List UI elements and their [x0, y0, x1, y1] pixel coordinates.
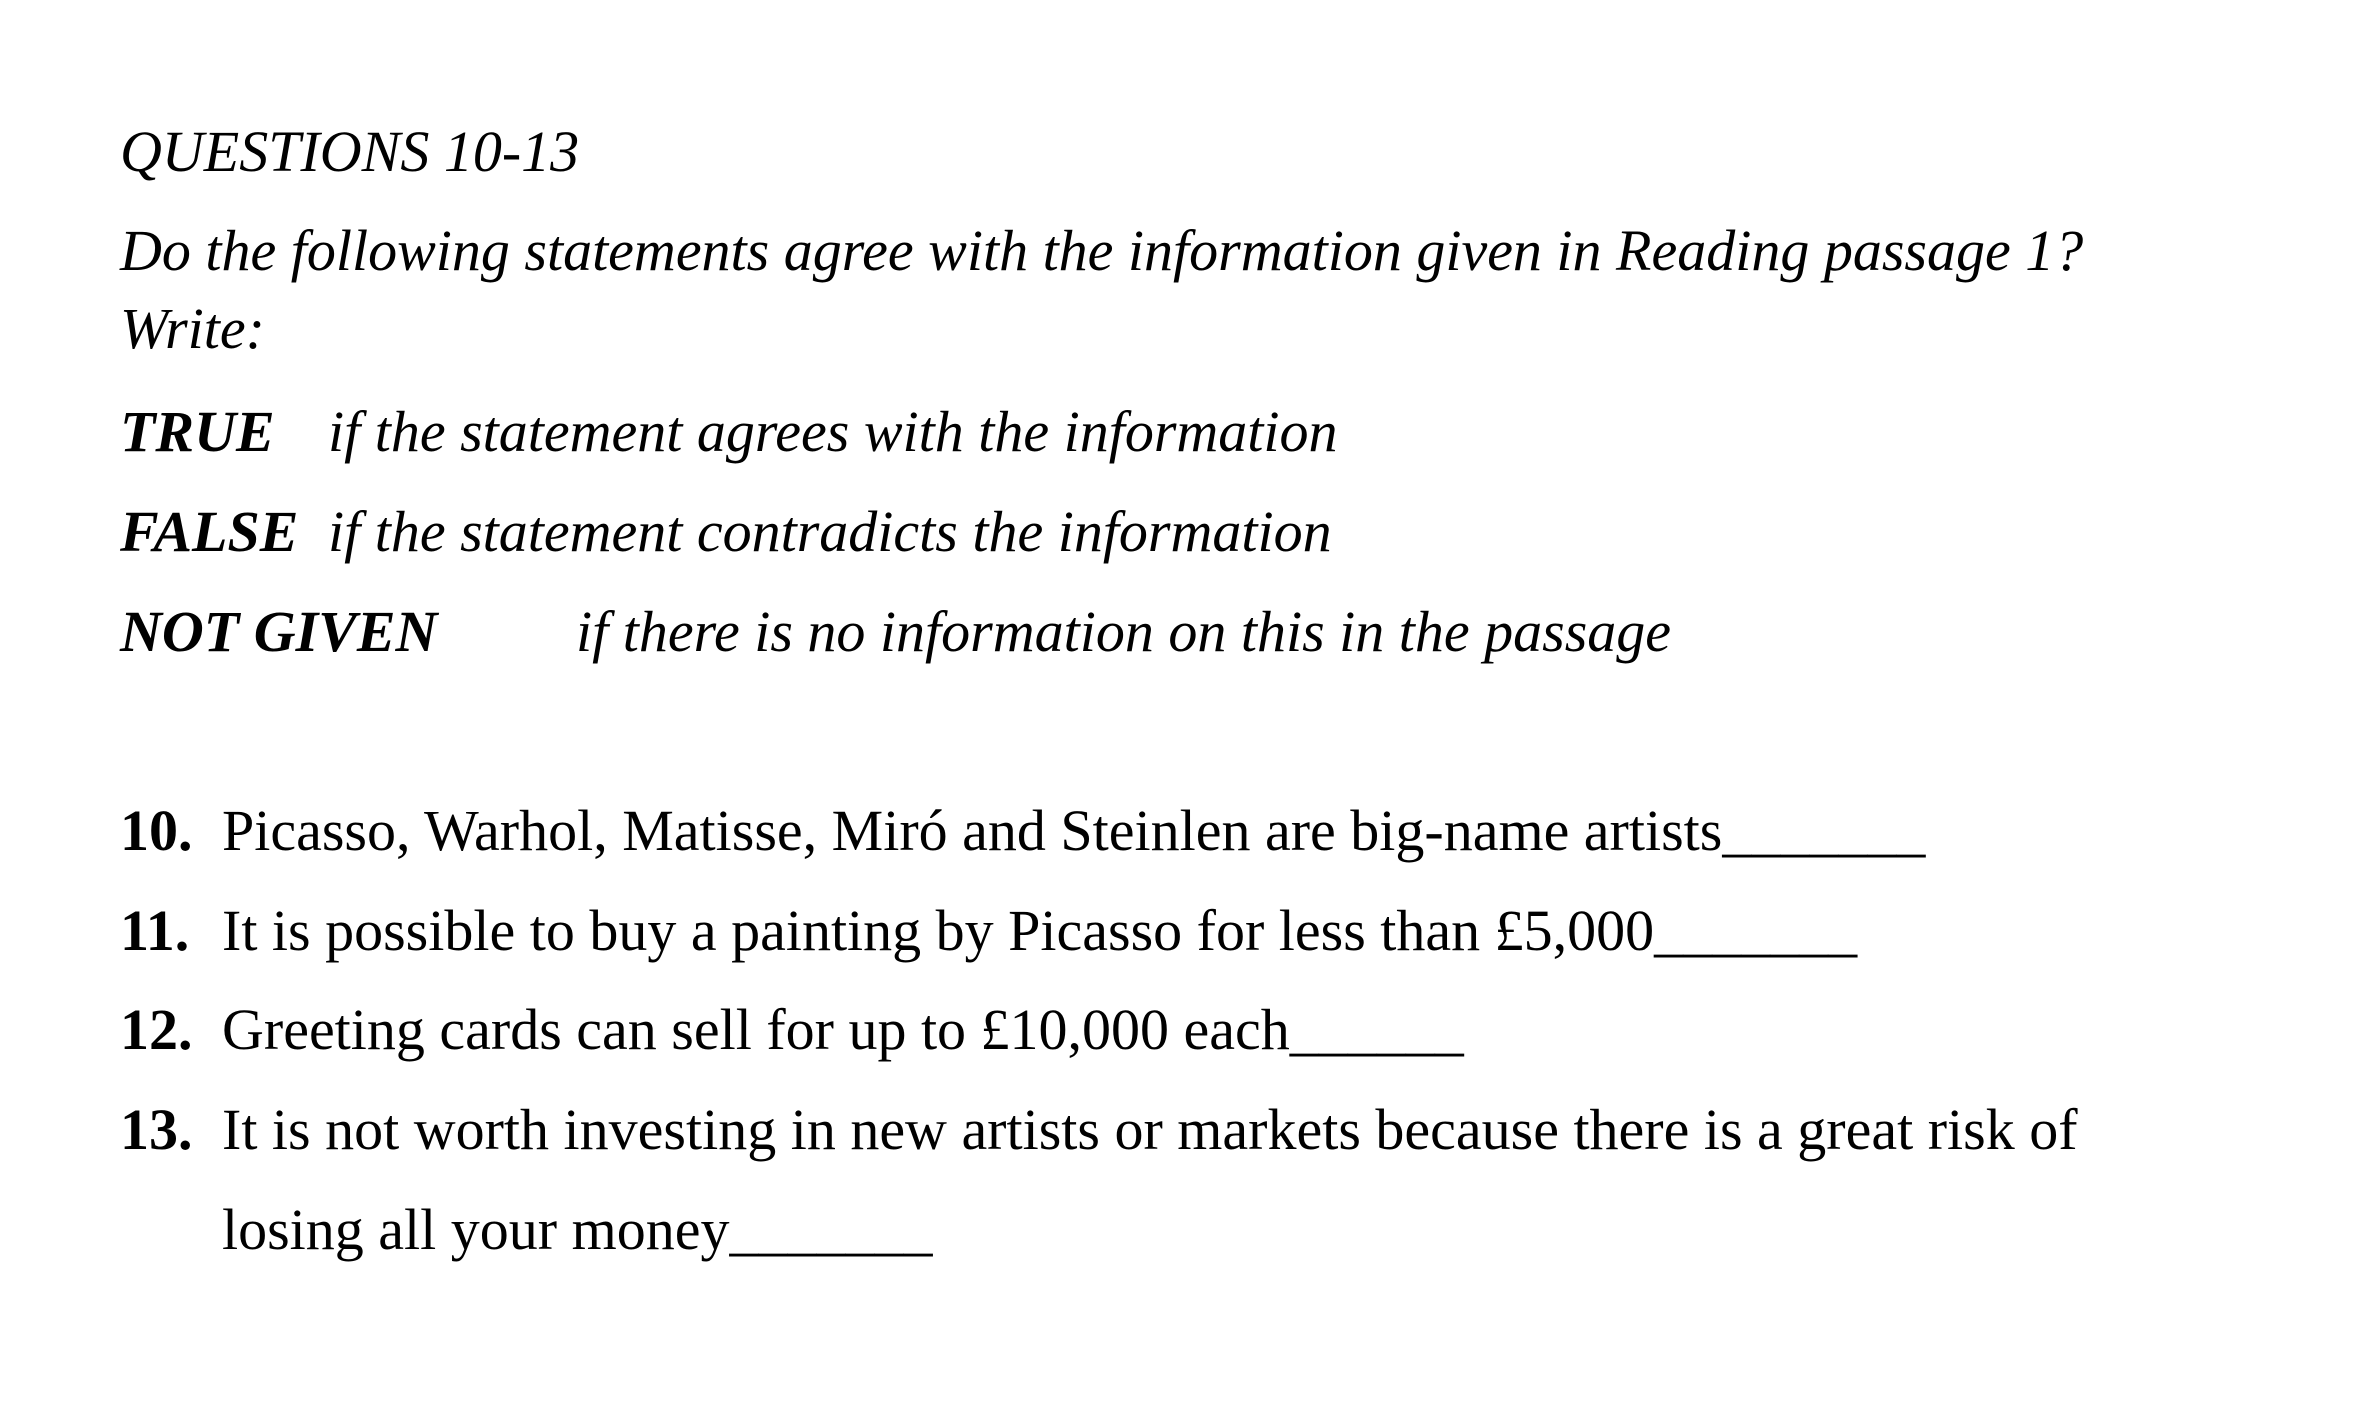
answer-key-term: TRUE: [120, 399, 275, 464]
instruction-line-2: Write:: [120, 296, 265, 361]
question-text: Picasso, Warhol, Matisse, Miró and Steinlen are big-name artists_______: [222, 798, 1926, 863]
question-text-continuation: losing all your money_______: [222, 1197, 933, 1262]
answer-key-not-given: [120, 592, 1672, 672]
question-text: It is possible to buy a painting by Picasso for less than £5,000_______: [222, 898, 1858, 963]
answer-key-term: NOT GIVEN: [120, 599, 438, 664]
answer-key-definition: if there is no information on this in the passage: [576, 599, 1672, 664]
instruction-text: [120, 212, 2083, 368]
instruction-line-1: Do the following statements agree with the information given in Reading passage 1?: [120, 218, 2084, 283]
document-page: [120, 0, 2320, 1418]
answer-key-definition: if the statement agrees with the information: [328, 399, 1338, 464]
question-number: 13.: [120, 1097, 193, 1162]
question-number: 11.: [120, 898, 190, 963]
question-text: It is not worth investing in new artists or markets because there is a great risk of: [222, 1097, 2078, 1162]
answer-key-term: FALSE: [120, 499, 299, 564]
answer-key-false: [120, 492, 1332, 572]
question-number: 12.: [120, 997, 193, 1062]
question-text: Greeting cards can sell for up to £10,000 each______: [222, 997, 1464, 1062]
answer-key-true: [120, 392, 1338, 472]
section-heading: QUESTIONS 10-13: [120, 119, 580, 184]
answer-key-definition: if the statement contradicts the information: [328, 499, 1332, 564]
question-number: 10.: [120, 798, 193, 863]
